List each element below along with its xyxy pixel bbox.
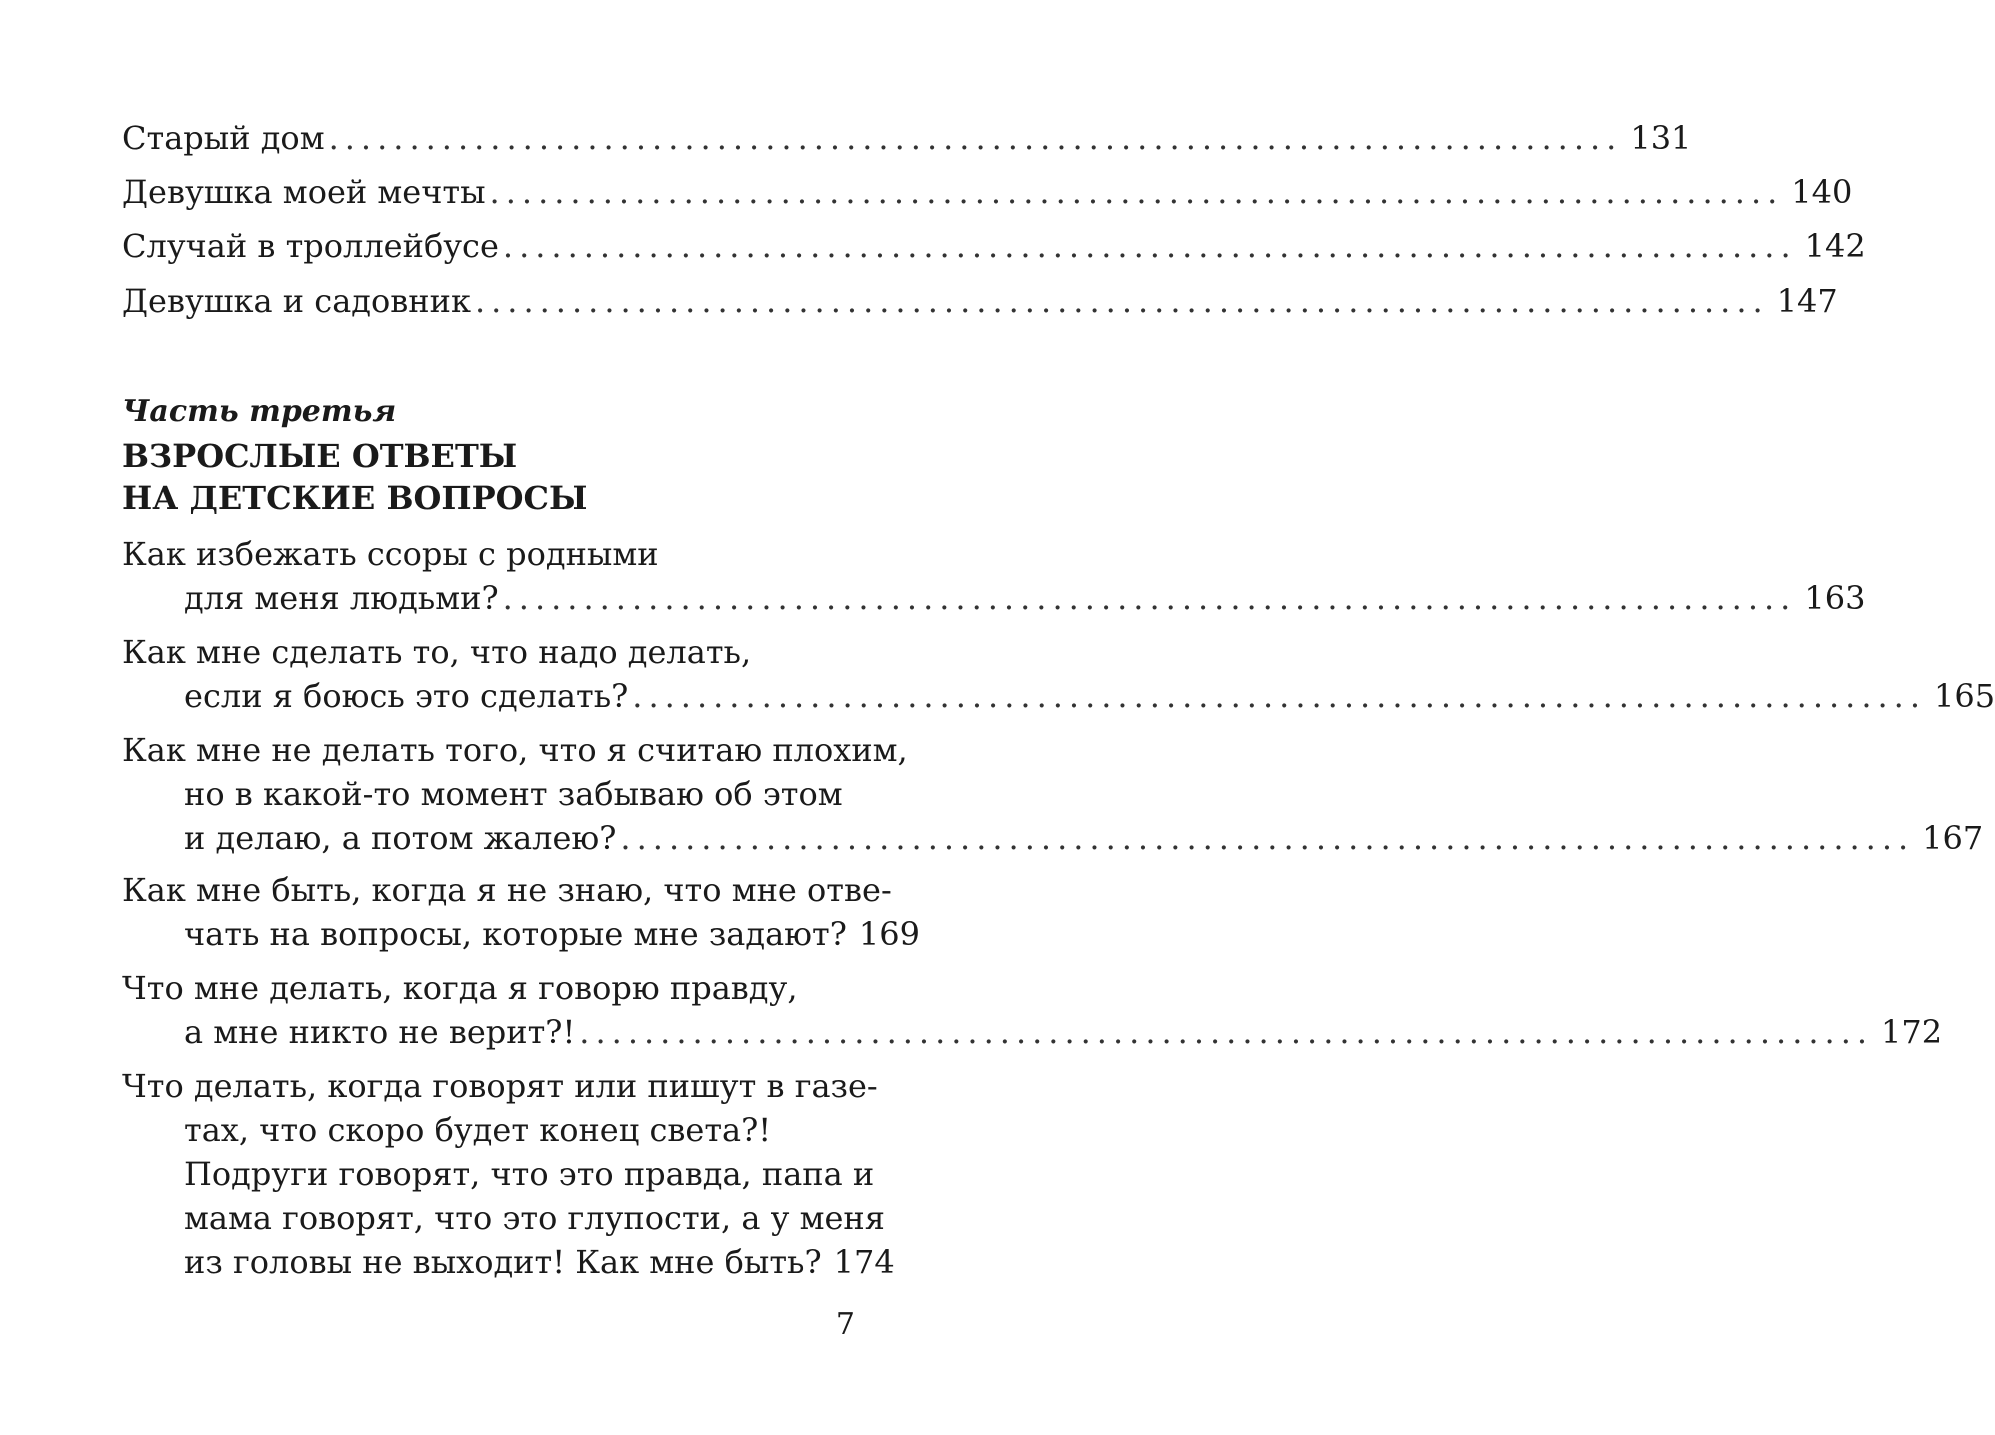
toc-entry-line: [184, 1243, 895, 1281]
toc-entry-line: [184, 915, 920, 953]
toc-entry-page: 131: [1630, 119, 1692, 157]
toc-entry-page: 169: [858, 915, 920, 953]
dot-leader: ................................................................................: [579, 1013, 1874, 1051]
toc-entry-page: 142: [1804, 227, 1866, 265]
dot-leader: ................................................................................: [328, 119, 1623, 157]
toc-entry-page: 165: [1934, 677, 1995, 715]
toc-entry-title: и делаю, а потом жалею?: [184, 819, 617, 857]
toc-entry-line: Что мне делать, когда я говорю правду,: [122, 969, 798, 1007]
toc-entry-line: мама говорят, что это глупости, а у меня: [184, 1199, 885, 1237]
toc-entry-page: 174: [833, 1243, 895, 1281]
dot-leader: ................................................................................: [502, 579, 1797, 617]
toc-entry-line: [184, 579, 1866, 617]
dot-leader: ................................................................................: [489, 173, 1784, 211]
toc-entry-title: если я боюсь это сделать?: [184, 677, 629, 715]
toc-entry[interactable]: [122, 633, 1995, 716]
dot-leader: ................................................................................: [502, 227, 1797, 265]
toc-entry-line: [122, 173, 1853, 211]
page-number: 7: [835, 1307, 855, 1342]
toc-entry-title: для меня людьми?: [184, 579, 499, 617]
toc-entry-line: [122, 119, 1692, 157]
toc-entry-line: [122, 282, 1838, 320]
dot-leader: ................................................................................: [620, 819, 1915, 857]
section-title-line1: ВЗРОСЛЫЕ ОТВЕТЫ: [122, 437, 518, 475]
toc-entry-title: чать на вопросы, которые мне задают?: [184, 915, 847, 953]
toc-entry[interactable]: [122, 871, 920, 954]
toc-entry-line: [184, 819, 1984, 857]
toc-entry-title: а мне никто не верит?!: [184, 1013, 576, 1051]
dot-leader: ................................................................................: [474, 282, 1769, 320]
part-label: Часть третья: [122, 394, 397, 429]
toc-entry-page: 163: [1804, 579, 1866, 617]
toc-entry-title: Девушка и садовник: [122, 282, 471, 320]
toc-entry-page: 172: [1881, 1013, 1943, 1051]
toc-entry-line: Подруги говорят, что это правда, папа и: [184, 1155, 875, 1193]
toc-entry[interactable]: [122, 731, 1984, 858]
toc-entry-page: 140: [1791, 173, 1853, 211]
toc-entry-line: Как мне сделать то, что надо делать,: [122, 633, 752, 671]
toc-entry-line: но в какой-то момент забываю об этом: [184, 775, 843, 813]
toc-entry[interactable]: [122, 173, 1853, 212]
toc-entry-line: Как избежать ссоры с родными: [122, 535, 659, 573]
toc-entry-line: тах, что скоро будет конец света?!: [184, 1111, 772, 1149]
toc-entry-title: Старый дом: [122, 119, 325, 157]
toc-entry-page: 147: [1776, 282, 1838, 320]
toc-entry[interactable]: [122, 119, 1692, 158]
toc-entry-title: Девушка моей мечты: [122, 173, 486, 211]
toc-entry-line: [184, 677, 1995, 715]
toc-entry-page: 167: [1922, 819, 1984, 857]
toc-entry[interactable]: [122, 535, 1866, 618]
toc-entry[interactable]: [122, 227, 1866, 266]
toc-entry-line: Как мне не делать того, что я считаю плохим,: [122, 731, 908, 769]
toc-entry[interactable]: [122, 282, 1838, 321]
toc-entry-line: [184, 1013, 1943, 1051]
toc-entry-line: Что делать, когда говорят или пишут в газе-: [122, 1067, 878, 1105]
section-title-line2: НА ДЕТСКИЕ ВОПРОСЫ: [122, 479, 588, 517]
toc-entry[interactable]: [122, 1067, 895, 1282]
toc-entry-title: Случай в троллейбусе: [122, 227, 499, 265]
toc-entry-line: [122, 227, 1866, 265]
toc-entry[interactable]: [122, 969, 1943, 1052]
toc-entry-title: из головы не выходит! Как мне быть?: [184, 1243, 822, 1281]
dot-leader: ................................................................................: [632, 677, 1927, 715]
toc-entry-line: Как мне быть, когда я не знаю, что мне отве-: [122, 871, 892, 909]
